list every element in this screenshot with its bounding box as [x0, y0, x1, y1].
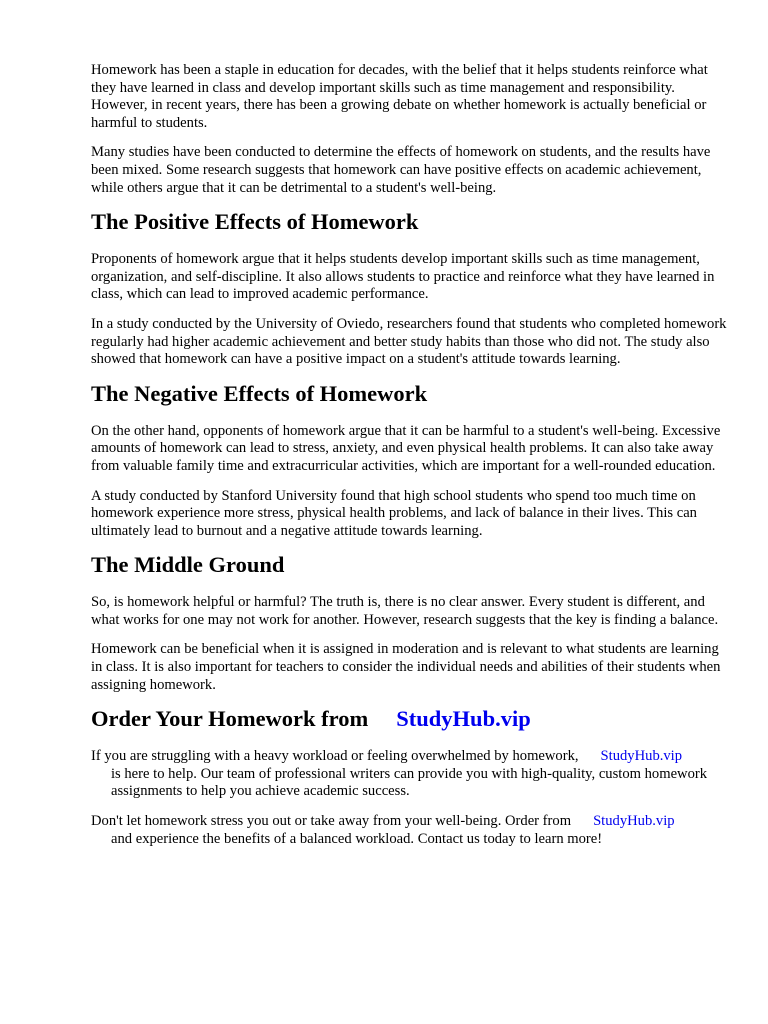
middle-paragraph-1: So, is homework helpful or harmful? The truth is, there is no clear answer. Every student is different, and what works for one may not work for another. However, research suggests that the key is finding a balance. [91, 594, 719, 628]
middle-paragraph-2: Homework can be beneficial when it is assigned in moderation and is relevant to what students are learning in class. It is also important for teachers to consider the individual needs and abilities of their students when assigning homework. [91, 641, 721, 693]
order-paragraph-2 [91, 813, 727, 848]
negative-paragraph-1: On the other hand, opponents of homework argue that it can be harmful to a student's well-being. Excessive amounts of homework can lead to stress, anxiety, and even physical health problems. It can also take away from valuable family time and extracurricular activities, which are important for a well-rounded education. [91, 422, 721, 474]
order-p2-text-before: Don't let homework stress you out or take away from your well-being. Order from [91, 813, 572, 830]
order-p1-text-after: is here to help. Our team of professional writers can provide you with high-quality, custom homework assignments to help you achieve academic success. [111, 765, 708, 800]
intro-paragraph-1: Homework has been a staple in education for decades, with the belief that it helps students reinforce what they have learned in class and develop important skills such as time management and responsibility. However, in recent years, there has been a growing debate on whether homework is actually beneficial or harmful to students. [91, 62, 708, 131]
intro-paragraph-2: Many studies have been conducted to determine the effects of homework on students, and the results have been mixed. Some research suggests that homework can have positive effects on academic achievement, while others argue that it can be detrimental to a student's well-being. [91, 144, 711, 196]
studyhub-link-1[interactable]: StudyHub.vip [600, 748, 683, 765]
positive-effects-heading: The Positive Effects of Homework [91, 209, 419, 235]
order-p2-text-after: and experience the benefits of a balanced workload. Contact us today to learn more! [111, 830, 603, 847]
positive-paragraph-2: In a study conducted by the University of Oviedo, researchers found that students who completed homework regularly had higher academic achievement and better study habits than those who did not. The study also showed that homework can have a positive impact on a student's attitude towards learning. [91, 315, 727, 368]
order-heading-text: Order Your Homework from [91, 706, 369, 732]
order-p1-text-before: If you are struggling with a heavy workload or feeling overwhelmed by homework, [91, 748, 579, 765]
negative-paragraph-2: A study conducted by Stanford University found that high school students who spend too much time on homework experience more stress, physical health problems, and lack of balance in their lives. This can ultimately lead to burnout and a negative attitude towards learning. [91, 487, 697, 539]
middle-ground-heading: The Middle Ground [91, 552, 285, 578]
document-page [91, 62, 727, 860]
negative-effects-heading: The Negative Effects of Homework [91, 380, 428, 406]
order-heading [91, 706, 727, 732]
positive-paragraph-1: Proponents of homework argue that it helps students develop important skills such as time management, organization, and self-discipline. It also allows students to practice and reinforce what they have learned in class, which can lead to improved academic performance. [91, 251, 715, 303]
order-paragraph-1 [91, 748, 727, 801]
studyhub-heading-link[interactable]: StudyHub.vip [396, 706, 531, 732]
studyhub-link-2[interactable]: StudyHub.vip [593, 813, 675, 830]
